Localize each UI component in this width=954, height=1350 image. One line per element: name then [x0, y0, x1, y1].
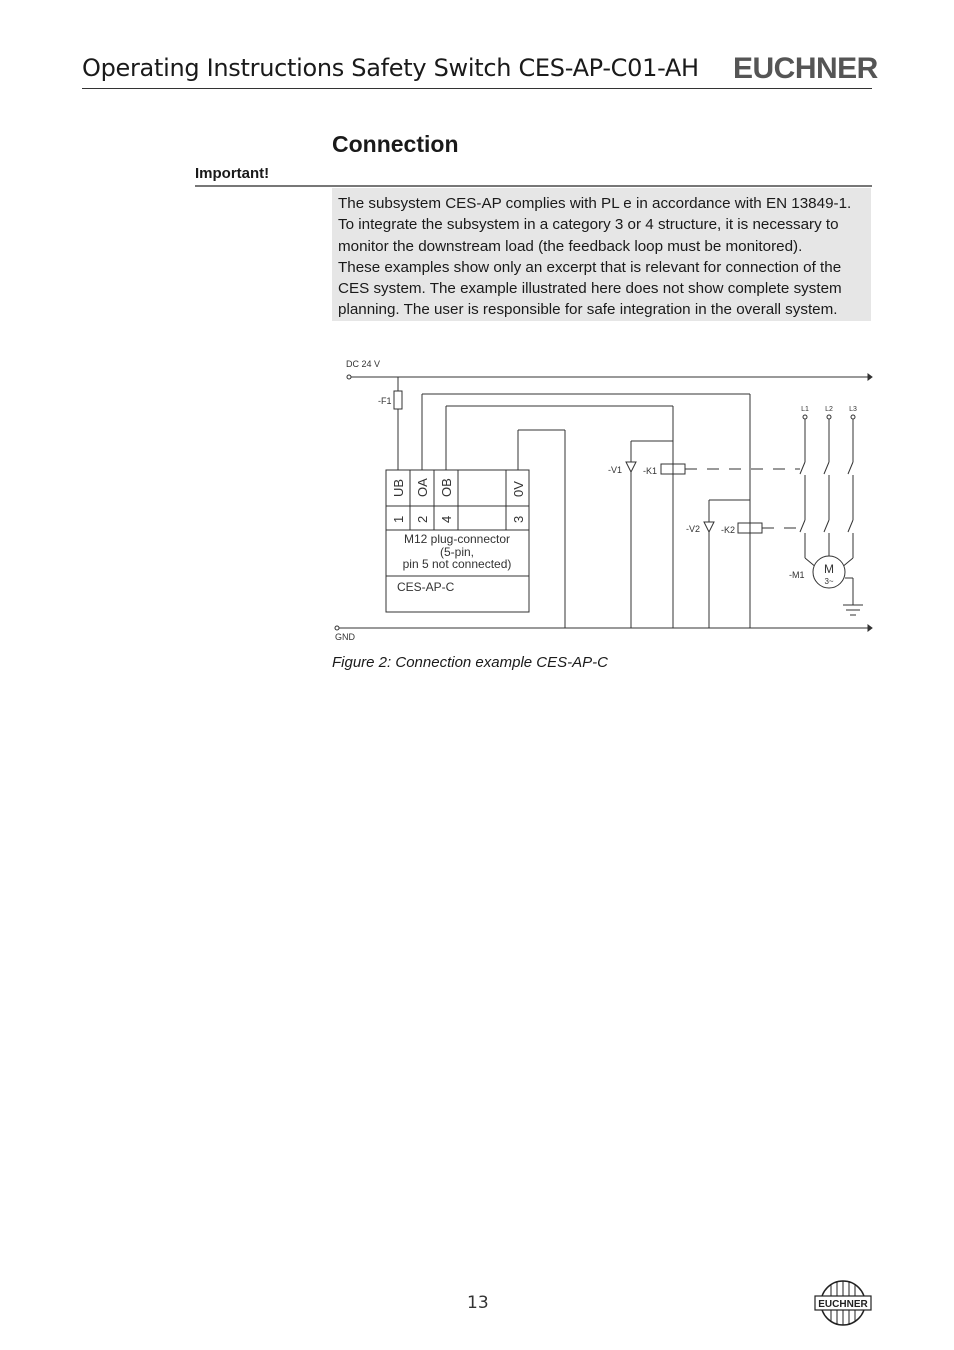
document-title: Operating Instructions Safety Switch CES-AP-C01-AH [82, 54, 699, 82]
euchner-logo: EUCHNER [733, 52, 878, 85]
phase-l3-label: L3 [849, 406, 857, 413]
footer-logo-text: EUCHNER [818, 1299, 868, 1310]
important-label: Important! [195, 165, 270, 182]
figure-caption: Figure 2: Connection example CES-AP-C [332, 654, 608, 671]
pin-name-oa: OA [415, 478, 430, 497]
header-divider [82, 88, 872, 89]
section-heading: Connection [332, 131, 459, 157]
page-number: 13 [467, 1293, 489, 1313]
device-label: CES-AP-C [397, 580, 455, 594]
euchner-seal-logo [812, 1278, 874, 1328]
pin-name-ob: OB [439, 478, 454, 497]
diode-v2-label: -V2 [686, 524, 701, 534]
relay-k1-label: -K1 [643, 466, 658, 476]
important-paragraph-2: These examples show only an excerpt that is relevant for connection of the CES system. The example illustrated here does not show complete system planning. The user is responsible for safe integration in the overall system. [338, 258, 842, 319]
pin-number-2: 2 [415, 515, 430, 523]
pin-name-ub: UB [391, 478, 406, 497]
motor-symbol: M [824, 562, 834, 576]
connection-diagram [330, 350, 878, 650]
relay-k2-label: -K2 [721, 525, 736, 535]
motor-phase-symbol: 3~ [824, 577, 834, 586]
important-paragraph-1: The subsystem CES-AP complies with PL e in accordance with EN 13849-1. To integrate the subsystem in a category 3 or 4 structure, it is necessary to monitor the downstream load (the feedback loop must be monitored). [338, 195, 852, 255]
pin-number-3: 3 [511, 515, 526, 523]
pin-number-4: 4 [439, 515, 454, 523]
important-divider [195, 185, 872, 187]
diode-v1-label: -V1 [608, 465, 623, 475]
supply-label: DC 24 V [346, 359, 381, 369]
phase-l1-label: L1 [801, 406, 809, 413]
motor-label: -M1 [789, 570, 805, 580]
connector-label-line3: pin 5 not connected) [402, 557, 512, 571]
connector-label-line2: (5-pin, [439, 545, 475, 559]
pin-name-0v: 0V [511, 481, 526, 497]
important-note-box [332, 188, 871, 321]
pin-number-1: 1 [391, 515, 406, 523]
phase-l2-label: L2 [825, 406, 833, 413]
fuse-label: -F1 [378, 396, 392, 406]
connector-label-line1: M12 plug-connector [403, 532, 511, 546]
ground-label: GND [335, 632, 355, 642]
